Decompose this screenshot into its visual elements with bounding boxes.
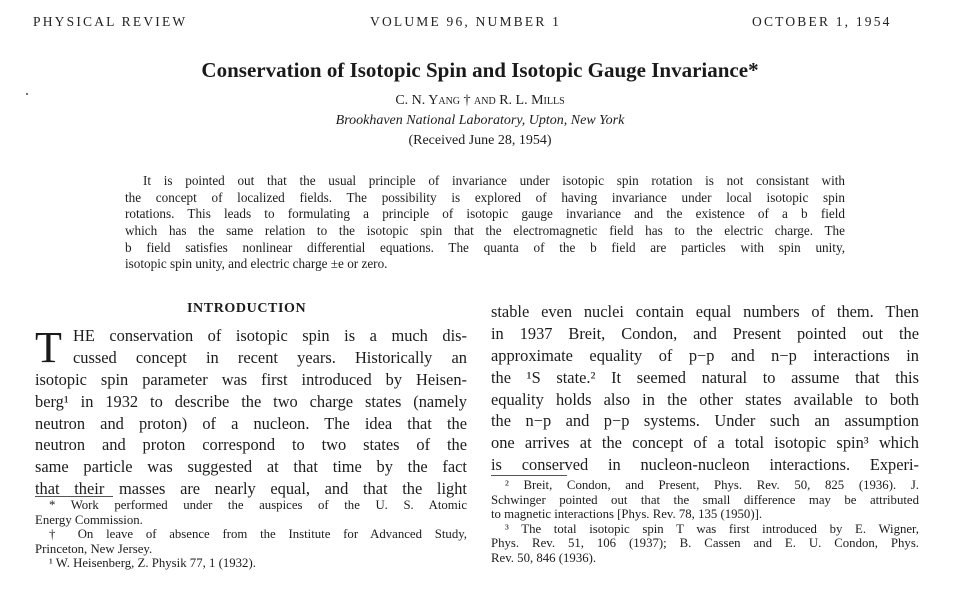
affiliation: Brookhaven National Laboratory, Upton, New York xyxy=(335,113,625,128)
footnote-rule xyxy=(491,475,567,476)
journal-name: PHYSICAL REVIEW xyxy=(33,14,188,29)
body-line: stable even nuclei contain equal numbers of them. Then xyxy=(491,302,919,321)
footnote-line: ¹ W. Heisenberg, Z. Physik 77, 1 (1932). xyxy=(49,556,256,571)
body-line: the ¹S state.² It seemed natural to assume that this xyxy=(491,367,919,387)
body-line: cussed concept in recent years. Historically an xyxy=(73,347,467,367)
footnote-rule xyxy=(35,496,113,497)
footnote-line: to magnetic interactions [Phys. Rev. 78, 135 (1950)]. xyxy=(491,507,763,522)
footnote-line: Princeton, New Jersey. xyxy=(35,541,153,556)
issue-date: OCTOBER 1, 1954 xyxy=(752,14,892,29)
body-line: approximate equality of p−p and n−p interactions in xyxy=(491,345,919,365)
footnote-line: * Work performed under the auspices of the U. S. Atomic xyxy=(49,498,467,512)
footnote-line: Phys. Rev. 51, 106 (1937); B. Cassen and E. U. Condon, Phys. xyxy=(491,536,919,551)
authors: C. N. Yang † and R. L. Mills xyxy=(395,93,565,108)
body-line: equality holds also in the other states available to both xyxy=(491,389,919,409)
body-line: HE conservation of isotopic spin is a much dis- xyxy=(73,326,467,345)
volume-number: VOLUME 96, NUMBER 1 xyxy=(370,14,562,29)
left-column xyxy=(35,325,467,500)
abstract-line: isotopic spin unity, and electric charge ±e or zero. xyxy=(125,256,388,272)
section-heading: INTRODUCTION xyxy=(187,301,307,316)
body-line: one arrives at the concept of a total isotopic spin³ which xyxy=(491,433,919,453)
abstract-line: rotations. This leads to formulating a principle of isotopic gauge invariance and the existence of a b field xyxy=(125,206,845,222)
body-line: same particle was suggested at that time by the fact xyxy=(35,457,467,477)
abstract-line: It is pointed out that the usual principle of invariance under isotopic spin rotation is not consistant with xyxy=(143,173,845,188)
footnote-line: ³ The total isotopic spin T was first introduced by E. Wigner, xyxy=(505,521,919,536)
body-line: berg¹ in 1932 to describe the two charge states (namely xyxy=(35,391,467,411)
body-line: neutron and proton) of a nucleon. The idea that the xyxy=(35,413,467,433)
abstract-line: which has the same relation to the isotopic spin that the electromagnetic field has to the electric charge. The xyxy=(125,223,845,239)
abstract xyxy=(125,173,845,273)
footnotes-right xyxy=(491,478,919,566)
body-line: that their masses are nearly equal, and that the light xyxy=(35,479,467,499)
received-date: (Received June 28, 1954) xyxy=(408,133,552,148)
footnotes-left xyxy=(35,498,467,571)
body-line: is conserved in nucleon-nucleon interactions. Experi- xyxy=(491,455,919,475)
right-column xyxy=(491,301,919,476)
body-line: in 1937 Breit, Condon, and Present pointed out the xyxy=(491,323,919,343)
abstract-line: the concept of localized fields. The possibility is explored of having invariance under local isotopic spin xyxy=(125,189,845,205)
body-line: the n−p and p−p systems. Under such an assumption xyxy=(491,411,919,431)
paper-title: Conservation of Isotopic Spin and Isotopic Gauge Invariance* xyxy=(201,58,759,82)
body-line: neutron and proton correspond to two states of the xyxy=(35,435,467,455)
drop-cap: T xyxy=(35,323,62,372)
footnote-line: † On leave of absence from the Institute for Advanced Study, xyxy=(49,527,467,542)
footnote-line: ² Breit, Condon, and Present, Phys. Rev. 50, 825 (1936). J. xyxy=(505,478,919,492)
body-line: isotopic spin parameter was first introduced by Heisen- xyxy=(35,369,467,389)
abstract-line: b field satisfies nonlinear differential equations. The quanta of the b field are particles with spin unity, xyxy=(125,239,845,255)
footnote-line: Energy Commission. xyxy=(35,512,143,527)
footnote-line: Rev. 50, 846 (1936). xyxy=(491,550,597,565)
footnote-line: Schwinger pointed out that the small difference may be attributed xyxy=(491,492,919,507)
